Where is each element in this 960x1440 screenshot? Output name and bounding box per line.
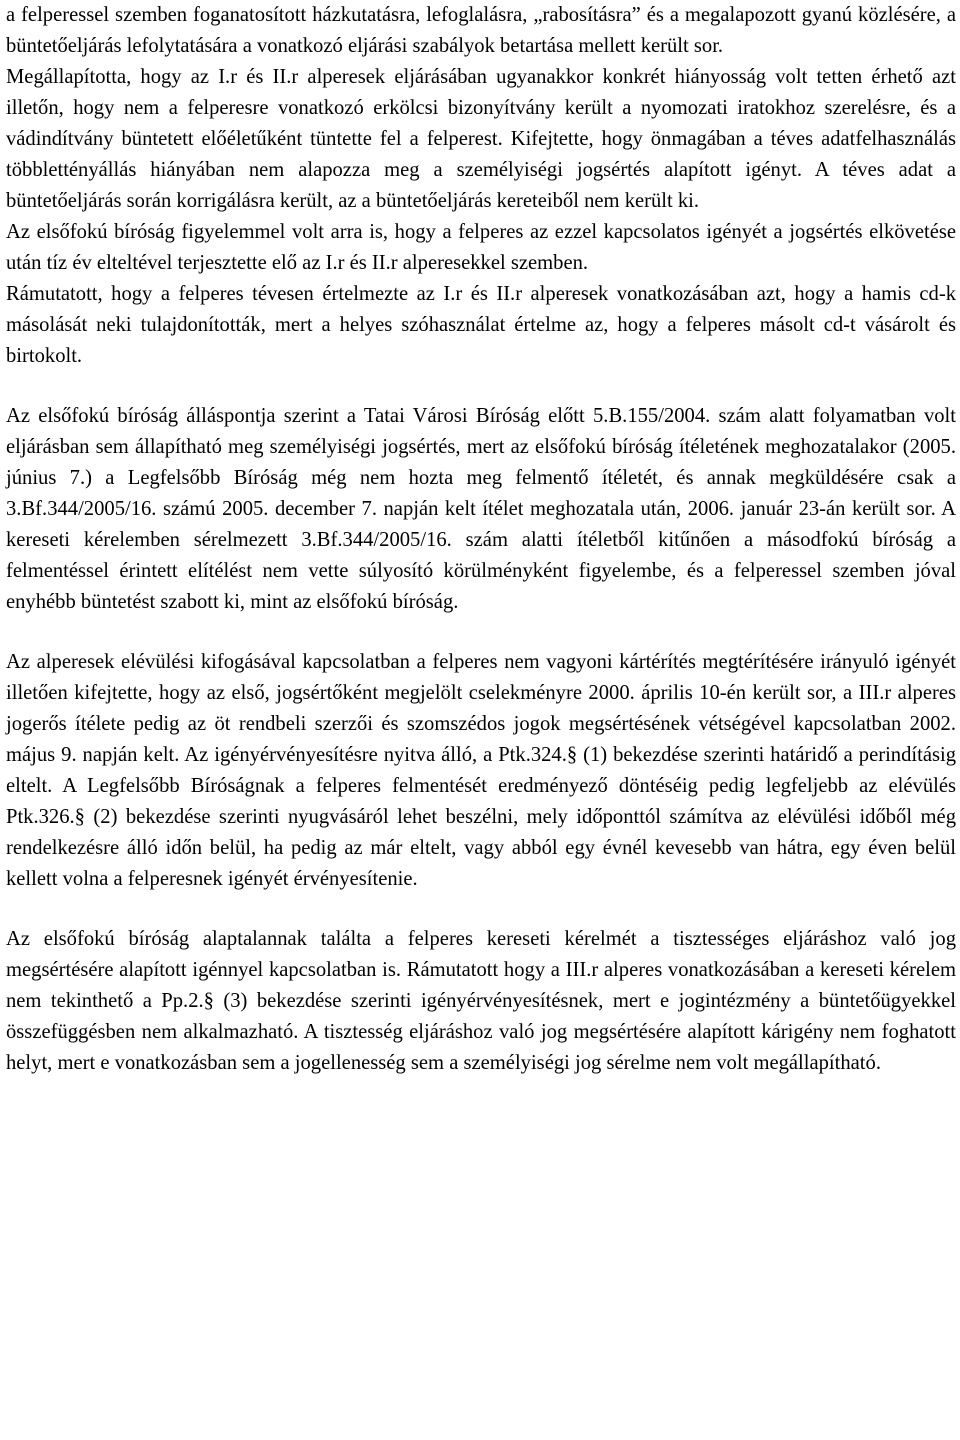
paragraph-7: Az elsőfokú bíróság alaptalannak találta a felperes kereseti kérelmét a tisztességes eljáráshoz való jog megsértésére alapított igénnyel kapcsolatban is. Rámutatott hogy a III.r alperes vonatkozásában a kereseti kérelem nem tekinthető a Pp.2.§ (3) bekezdése szerinti igényérvényesítésnek, mert e jogintézmény a büntetőügyekkel összefüggésben nem alkalmazható. A tisztesség eljáráshoz való jog megsértésére alapított kárigény nem foghatott helyt, mert e vonatkozásban sem a jogellenesség sem a személyiségi jog sérelme nem volt megállapítható.: [6, 928, 956, 1074]
paragraph-5: Az elsőfokú bíróság álláspontja szerint a Tatai Városi Bíróság előtt 5.B.155/2004. szám alatt folyamatban volt eljárásban sem állapítható meg személyiségi jogsértés, mert az elsőfokú bíróság ítéletének meghozatalakor (2005. június 7.) a Legfelsőbb Bíróság még nem hozta meg felmentő ítéletét, és annak megküldésére csak a 3.Bf.344/2005/16. számú 2005. december 7. napján kelt ítélet meghozatala után, 2006. január 23-án került sor. A kereseti kérelemben sérelmezett 3.Bf.344/2005/16. szám alatti ítéletből kitűnően a másodfokú bíróság a felmentéssel érintett elítélést nem vette súlyosító körülményként figyelembe, és a felperessel szemben jóval enyhébb büntetést szabott ki, mint az elsőfokú bíróság.: [6, 405, 956, 613]
paragraph-4: Rámutatott, hogy a felperes tévesen értelmezte az I.r és II.r alperesek vonatkozásában azt, hogy a hamis cd-k másolását neki tulajdonították, mert a helyes szóhasználat értelme az, hogy a felperes másolt cd-t vásárolt és birtokolt.: [6, 283, 956, 367]
paragraph-6: Az alperesek elévülési kifogásával kapcsolatban a felperes nem vagyoni kártérítés megtérítésére irányuló igényét illetően kifejtette, hogy az első, jogsértőként megjelölt cselekményre 2000. április 10-én került sor, a III.r alperes jogerős ítélete pedig az öt rendbeli szerzői és szomszédos jogok megsértésének vétségével kapcsolatban 2002. május 9. napján kelt. Az igényérvényesítésre nyitva álló, a Ptk.324.§ (1) bekezdése szerinti határidő a perindításig eltelt. A Legfelsőbb Bíróságnak a felperes felmentését eredményező döntéséig pedig legfeljebb az elévülés Ptk.326.§ (2) bekezdése szerinti nyugvásáról lehet beszélni, mely időponttól számítva az elévülési időből még rendelkezésre álló időn belül, ha pedig az már eltelt, vagy abból egy évnél kevesebb van hátra, egy éven belül kellett volna a felperesnek igényét érvényesítenie.: [6, 651, 956, 890]
paragraph-spacer: [6, 895, 956, 924]
document-page: [6, 0, 956, 1079]
paragraph-spacer: [6, 372, 956, 401]
paragraph-1: a felperessel szemben foganatosított házkutatásra, lefoglalásra, „rabosításra” és a megalapozott gyanú közlésére, a büntetőeljárás lefolytatására a vonatkozó eljárási szabályok betartása mellett került sor.: [6, 4, 956, 57]
paragraph-2: Megállapította, hogy az I.r és II.r alperesek eljárásában ugyanakkor konkrét hiányosság volt tetten érhető azt illetőn, hogy nem a felperesre vonatkozó erkölcsi bizonyítvány került a nyomozati iratokhoz szerelésre, és a vádindítvány büntetett előéletűként tüntette fel a felperest. Kifejtette, hogy önmagában a téves adatfelhasználás többlettényállás hiányában nem alapozza meg a személyiségi jogsértés alapított igényt. A téves adat a büntetőeljárás során korrigálásra került, az a büntetőeljárás kereteiből nem került ki.: [6, 66, 956, 212]
paragraph-3: Az elsőfokú bíróság figyelemmel volt arra is, hogy a felperes az ezzel kapcsolatos igényét a jogsértés elkövetése után tíz év elteltével terjesztette elő az I.r és II.r alperesekkel szemben.: [6, 221, 956, 274]
paragraph-spacer: [6, 618, 956, 647]
